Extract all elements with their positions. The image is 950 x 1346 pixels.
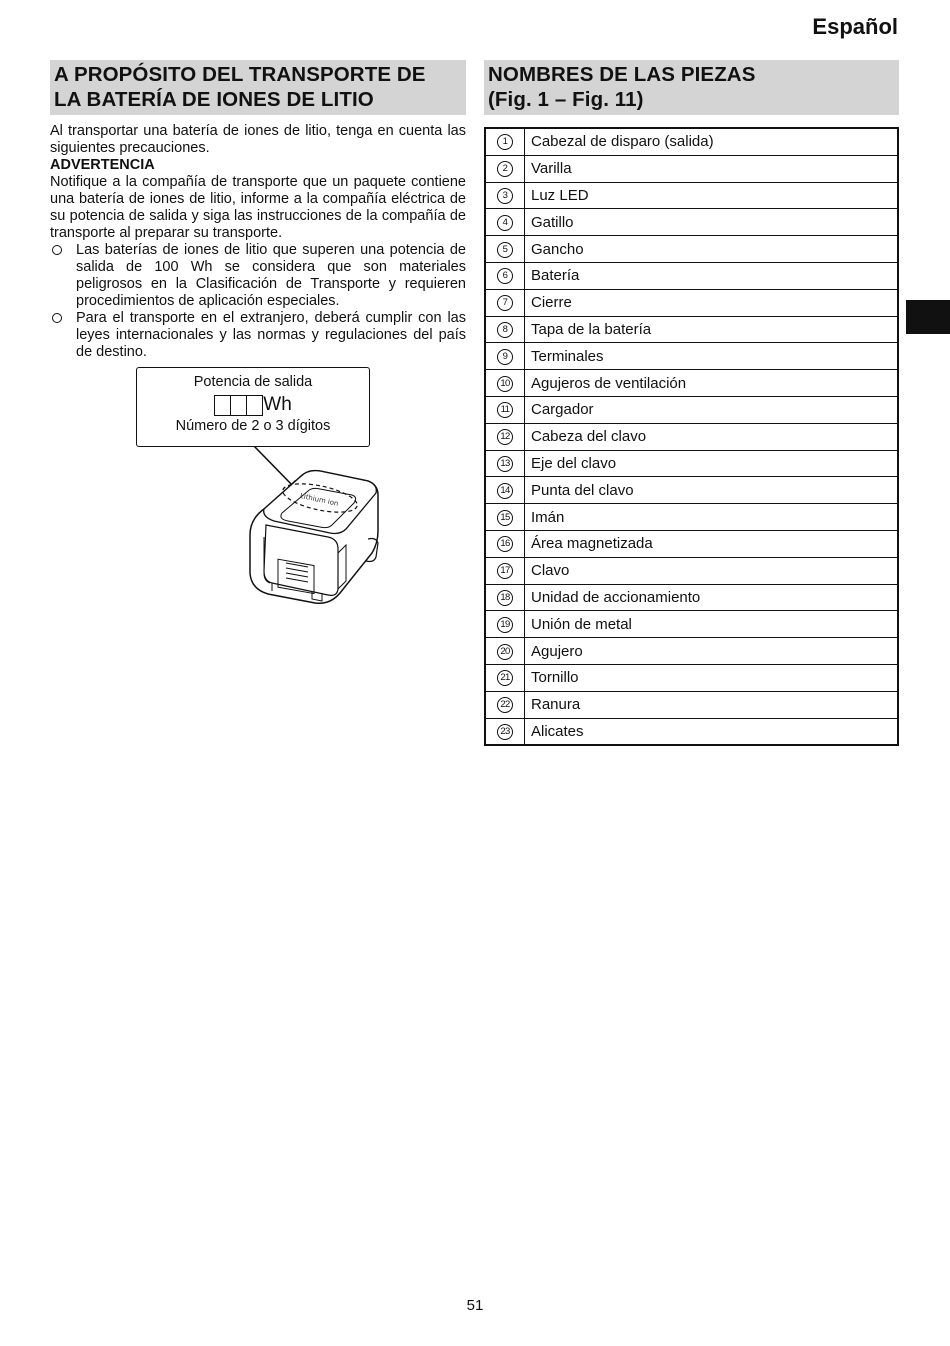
part-name: Cabezal de disparo (salida) — [525, 128, 899, 155]
part-number: 18 — [497, 590, 513, 606]
part-number: 23 — [497, 724, 513, 740]
part-name: Alicates — [525, 718, 899, 745]
part-number: 17 — [497, 563, 513, 579]
part-number: 19 — [497, 617, 513, 633]
part-number-cell — [485, 289, 525, 316]
part-name: Cabeza del clavo — [525, 423, 899, 450]
warning-title: ADVERTENCIA — [50, 157, 155, 173]
part-number: 11 — [497, 402, 513, 418]
part-number-cell — [485, 396, 525, 423]
part-number: 5 — [497, 242, 513, 258]
transport-heading-line2: LA BATERÍA DE IONES DE LITIO — [54, 88, 374, 111]
digits-note: Número de 2 o 3 dígitos — [175, 418, 331, 434]
warning-paragraph: Notifique a la compañía de transporte que un paquete contiene una batería de iones de litio, informe a la compañía eléctrica de su potencia de salida y siga las instrucciones de la compañía de transporte al preparar su transporte. — [50, 174, 466, 241]
part-name: Varilla — [525, 155, 899, 182]
part-number: 7 — [497, 295, 513, 311]
part-name: Gancho — [525, 236, 899, 263]
part-number: 22 — [497, 697, 513, 713]
bullet-circle-icon — [50, 310, 76, 361]
part-number-cell — [485, 530, 525, 557]
table-row — [485, 262, 898, 289]
bullet-item — [50, 310, 466, 361]
part-name: Agujero — [525, 638, 899, 665]
part-number: 2 — [497, 161, 513, 177]
part-number: 21 — [497, 670, 513, 686]
part-number-cell — [485, 557, 525, 584]
part-number: 4 — [497, 215, 513, 231]
part-number: 14 — [497, 483, 513, 499]
part-number: 3 — [497, 188, 513, 204]
part-name: Área magnetizada — [525, 530, 899, 557]
part-number-cell — [485, 450, 525, 477]
table-row — [485, 316, 898, 343]
part-number: 9 — [497, 349, 513, 365]
part-name: Cierre — [525, 289, 899, 316]
table-row — [485, 343, 898, 370]
parts-section — [484, 60, 899, 746]
parts-heading-line2: (Fig. 1 – Fig. 11) — [488, 88, 644, 111]
battery-label-figure — [50, 367, 466, 617]
transport-heading-line1: A PROPÓSITO DEL TRANSPORTE DE — [54, 63, 426, 86]
part-name: Agujeros de ventilación — [525, 370, 899, 397]
part-name: Eje del clavo — [525, 450, 899, 477]
table-row — [485, 638, 898, 665]
part-number-cell — [485, 316, 525, 343]
part-number-cell — [485, 423, 525, 450]
parts-heading-line1: NOMBRES DE LAS PIEZAS — [488, 63, 756, 86]
part-number-cell — [485, 343, 525, 370]
part-number: 15 — [497, 510, 513, 526]
table-row — [485, 611, 898, 638]
part-number-cell — [485, 370, 525, 397]
part-name: Batería — [525, 262, 899, 289]
part-number-cell — [485, 664, 525, 691]
table-row — [485, 504, 898, 531]
digit-box — [230, 395, 247, 416]
part-name: Gatillo — [525, 209, 899, 236]
bullet-item — [50, 242, 466, 310]
svg-text:Lithium ion: Lithium ion — [299, 491, 340, 508]
part-number-cell — [485, 611, 525, 638]
part-number-cell — [485, 584, 525, 611]
output-power-label — [136, 367, 370, 447]
table-row — [485, 584, 898, 611]
bullet-circle-icon — [50, 242, 76, 310]
table-row — [485, 155, 898, 182]
part-name: Clavo — [525, 557, 899, 584]
wh-value-row — [137, 394, 369, 416]
page-number: 51 — [466, 1297, 484, 1314]
digit-box — [214, 395, 231, 416]
digit-box — [246, 395, 263, 416]
part-name: Tornillo — [525, 664, 899, 691]
part-name: Terminales — [525, 343, 899, 370]
table-row — [485, 450, 898, 477]
table-row — [485, 182, 898, 209]
table-row — [485, 289, 898, 316]
table-row — [485, 396, 898, 423]
part-number: 12 — [497, 429, 513, 445]
part-name: Punta del clavo — [525, 477, 899, 504]
table-row — [485, 236, 898, 263]
part-number-cell — [485, 262, 525, 289]
table-row — [485, 128, 898, 155]
language-label: Español — [812, 14, 898, 39]
wh-unit: Wh — [263, 394, 292, 415]
transport-body — [50, 123, 466, 361]
part-number-cell — [485, 128, 525, 155]
section-tab-marker — [906, 300, 950, 334]
part-number: 8 — [497, 322, 513, 338]
part-name: Unión de metal — [525, 611, 899, 638]
part-number: 10 — [497, 376, 513, 392]
table-row — [485, 209, 898, 236]
part-number-cell — [485, 691, 525, 718]
part-number-cell — [485, 638, 525, 665]
part-number: 1 — [497, 134, 513, 150]
part-number-cell — [485, 477, 525, 504]
table-row — [485, 423, 898, 450]
part-name: Cargador — [525, 396, 899, 423]
bullet-text: Para el transporte en el extranjero, deberá cumplir con las leyes internacionales y las normas y regulaciones del país de destino. — [76, 310, 466, 360]
table-row — [485, 530, 898, 557]
part-name: Unidad de accionamiento — [525, 584, 899, 611]
table-row — [485, 718, 898, 745]
table-row — [485, 370, 898, 397]
table-row — [485, 557, 898, 584]
part-number-cell — [485, 718, 525, 745]
part-number: 16 — [497, 536, 513, 552]
transport-heading — [50, 60, 466, 115]
part-name: Imán — [525, 504, 899, 531]
intro-paragraph: Al transportar una batería de iones de litio, tenga en cuenta las siguientes precauciones. — [50, 123, 466, 156]
part-number: 6 — [497, 268, 513, 284]
part-number-cell — [485, 182, 525, 209]
table-row — [485, 664, 898, 691]
part-number-cell — [485, 155, 525, 182]
output-power-title: Potencia de salida — [193, 374, 313, 390]
table-row — [485, 477, 898, 504]
part-number-cell — [485, 236, 525, 263]
part-number: 13 — [497, 456, 513, 472]
part-number-cell — [485, 504, 525, 531]
part-number-cell — [485, 209, 525, 236]
part-number: 20 — [497, 644, 513, 660]
part-name: Tapa de la batería — [525, 316, 899, 343]
table-row — [485, 691, 898, 718]
transport-section — [50, 60, 466, 617]
part-name: Luz LED — [525, 182, 899, 209]
part-name: Ranura — [525, 691, 899, 718]
parts-table — [484, 127, 899, 746]
bullet-text: Las baterías de iones de litio que superen una potencia de salida de 100 Wh se considera que son materiales peligrosos en la Clasificación de Transporte y requieren procedimientos de aplicación especiales. — [76, 242, 466, 309]
parts-heading — [484, 60, 899, 115]
